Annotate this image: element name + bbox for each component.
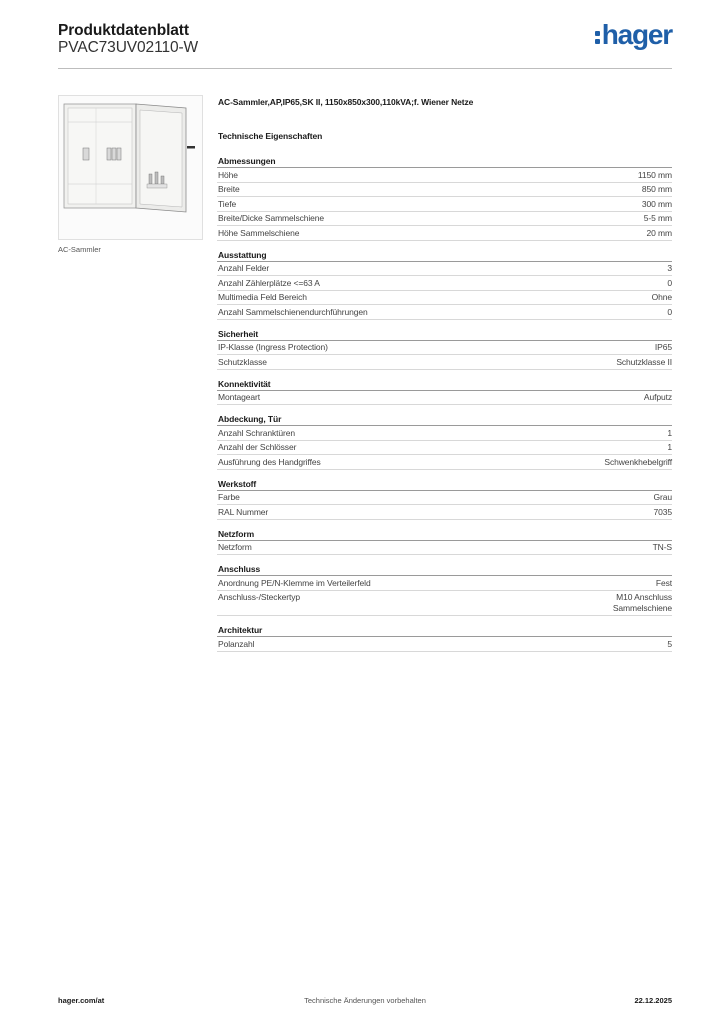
- spec-label: Schutzklasse: [218, 356, 267, 367]
- spec-table: [217, 156, 672, 661]
- spec-row: [217, 226, 672, 241]
- header-divider: [58, 68, 672, 69]
- spec-row: [217, 441, 672, 456]
- spec-label: Höhe Sammelschiene: [218, 227, 300, 238]
- spec-label: Polanzahl: [218, 638, 255, 649]
- spec-label: Anzahl Felder: [218, 263, 270, 273]
- technical-properties-heading: Technische Eigenschaften: [218, 131, 323, 141]
- spec-label: Anzahl Schranktüren: [218, 427, 296, 438]
- spec-section: [217, 479, 672, 520]
- spec-label: Montageart: [218, 392, 260, 402]
- spec-value: Aufputz: [643, 392, 672, 402]
- spec-value: Ohne: [651, 292, 672, 302]
- spec-row: [217, 276, 672, 291]
- spec-label: Anordnung PE/N-Klemme im Verteilerfeld: [218, 577, 371, 588]
- product-description: AC-Sammler,AP,IP65,SK II, 1150x850x300,110kVA;f. Wiener Netze: [218, 97, 474, 107]
- spec-row: [217, 505, 672, 520]
- spec-label: Netzform: [218, 542, 252, 552]
- spec-label: Höhe: [218, 169, 238, 180]
- spec-value: 850 mm: [641, 184, 672, 194]
- spec-row: [217, 305, 672, 320]
- cabinet-illustration: [59, 96, 202, 239]
- section-title: Anschluss: [217, 564, 672, 576]
- product-code: PVAC73UV02110-W: [58, 39, 199, 56]
- spec-value: Fest: [655, 577, 672, 588]
- spec-label: Tiefe: [218, 198, 237, 209]
- section-title: Netzform: [217, 529, 672, 541]
- spec-section: [217, 625, 672, 652]
- product-image: [58, 95, 203, 240]
- spec-value: 5: [667, 638, 672, 649]
- spec-row: [217, 197, 672, 212]
- page-header: [58, 20, 672, 70]
- spec-label: Farbe: [218, 492, 240, 502]
- page-footer: [58, 996, 672, 1008]
- spec-section: [217, 156, 672, 241]
- footer-website[interactable]: hager.com/at: [58, 996, 105, 1005]
- spec-section: [217, 414, 672, 470]
- spec-row: [217, 391, 672, 406]
- spec-value: 20 mm: [646, 227, 672, 238]
- spec-label: Breite/Dicke Sammelschiene: [218, 213, 325, 223]
- spec-row: [217, 291, 672, 306]
- image-caption: AC-Sammler: [58, 245, 101, 254]
- spec-label: Anzahl der Schlösser: [218, 442, 297, 452]
- logo-wordmark: hager: [601, 19, 672, 50]
- section-title: Werkstoff: [217, 479, 672, 491]
- spec-row: [217, 183, 672, 198]
- spec-value: 3: [667, 263, 672, 273]
- spec-label: Ausführung des Handgriffes: [218, 456, 321, 467]
- spec-section: [217, 564, 672, 616]
- spec-value: Schutzklasse II: [616, 356, 672, 367]
- spec-value: 1: [667, 427, 672, 438]
- spec-value: 300 mm: [641, 198, 672, 209]
- spec-value: 7035: [653, 506, 672, 517]
- spec-label: Anzahl Sammelschienendurchführungen: [218, 306, 368, 317]
- spec-row: [217, 212, 672, 227]
- footer-date: 22.12.2025: [634, 996, 672, 1005]
- spec-value: 0: [667, 277, 672, 288]
- spec-value: IP65: [654, 342, 672, 352]
- spec-value: 5-5 mm: [643, 213, 672, 223]
- document-title: Produktdatenblatt: [58, 22, 189, 39]
- spec-row: [217, 591, 672, 617]
- section-title: Sicherheit: [217, 329, 672, 341]
- spec-row: [217, 262, 672, 277]
- spec-row: [217, 576, 672, 591]
- spec-value: 0: [667, 306, 672, 317]
- section-title: Abdeckung, Tür: [217, 414, 672, 426]
- spec-value: Grau: [653, 492, 672, 502]
- spec-row: [217, 491, 672, 506]
- spec-row: [217, 455, 672, 470]
- spec-label: Multimedia Feld Bereich: [218, 292, 307, 302]
- spec-label: Breite: [218, 184, 240, 194]
- spec-section: [217, 329, 672, 370]
- spec-label: Anzahl Zählerplätze <=63 A: [218, 277, 320, 288]
- section-title: Architektur: [217, 625, 672, 637]
- spec-label: IP-Klasse (Ingress Protection): [218, 342, 328, 352]
- spec-section: [217, 379, 672, 406]
- spec-row: [217, 168, 672, 183]
- spec-section: [217, 529, 672, 556]
- spec-section: [217, 250, 672, 320]
- spec-label: Anschluss-/Steckertyp: [218, 592, 300, 602]
- spec-row: [217, 541, 672, 556]
- spec-value: M10 Anschluss Sammelschiene: [612, 592, 672, 613]
- section-title: Ausstattung: [217, 250, 672, 262]
- spec-value: 1150 mm: [637, 169, 672, 180]
- hager-logo: [595, 20, 672, 50]
- spec-row: [217, 341, 672, 356]
- spec-value: Schwenkhebelgriff: [604, 456, 672, 467]
- section-title: Abmessungen: [217, 156, 672, 168]
- spec-label: RAL Nummer: [218, 506, 269, 517]
- spec-row: [217, 426, 672, 441]
- spec-value: 1: [667, 442, 672, 452]
- spec-row: [217, 637, 672, 652]
- section-title: Konnektivität: [217, 379, 672, 391]
- spec-value: TN-S: [652, 542, 672, 552]
- spec-row: [217, 355, 672, 370]
- logo-colon-icon: [595, 25, 601, 45]
- footer-notice: Technische Änderungen vorbehalten: [304, 996, 426, 1005]
